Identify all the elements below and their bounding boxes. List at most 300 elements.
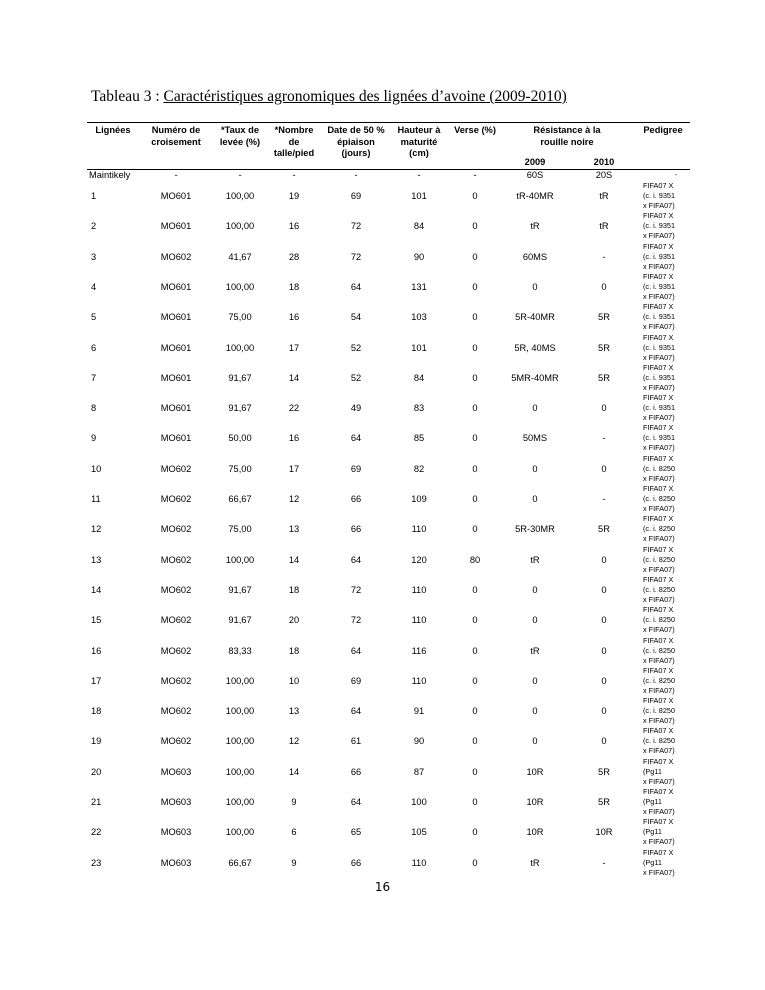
row-pedigree-line: FIFA07 X — [643, 756, 674, 766]
row-haut: 116 — [411, 645, 427, 656]
row-haut: 83 — [413, 403, 425, 414]
row-lignee: 21 — [91, 797, 102, 807]
row-epi: 72 — [350, 251, 362, 262]
row-epi: 72 — [350, 615, 362, 626]
row-verse: 0 — [472, 463, 478, 474]
row-taux: 75,00 — [228, 312, 252, 323]
row-talles: 16 — [288, 221, 300, 232]
row-talles: 17 — [288, 463, 300, 474]
row-pedigree-line: (c. i. 8250 — [643, 645, 676, 655]
row-r2009: tR — [530, 221, 540, 232]
row-verse: 0 — [472, 797, 478, 807]
row-cross: MO601 — [160, 281, 192, 292]
caption-prefix: Tableau 3 : — [91, 88, 164, 105]
row-pedigree-line: (c. i. 8250 — [643, 736, 676, 746]
row-pedigree-line: FIFA07 X — [643, 453, 674, 463]
row-epi: 64 — [350, 706, 362, 717]
row-pedigree-line: (Pg11 — [643, 857, 662, 867]
row-pedigree-line: FIFA07 X — [643, 393, 674, 403]
row-lignee: 4 — [91, 281, 97, 292]
row-verse: 0 — [472, 584, 478, 595]
row-taux: 100,00 — [225, 554, 255, 565]
row-lignee: 6 — [91, 342, 97, 353]
row-epi: 69 — [350, 463, 362, 474]
row-epi: 64 — [350, 797, 362, 807]
row-r2009: 60MS — [522, 251, 548, 262]
row-pedigree-line: x FIFA07) — [643, 776, 675, 786]
row-pedigree-line: (c. i. 9351 — [643, 251, 676, 261]
row-pedigree-line: x FIFA07) — [643, 685, 675, 695]
row-pedigree-line: (c. i. 8250 — [643, 615, 676, 625]
row-pedigree-line: (c. i. 8250 — [643, 675, 676, 685]
row-r2009: 10R — [526, 797, 544, 807]
row-pedigree-line: FIFA07 X — [643, 787, 674, 796]
row-epi: 69 — [350, 191, 362, 201]
row-verse: 0 — [472, 403, 478, 414]
row-taux: 100,00 — [225, 221, 255, 232]
row-cross: MO602 — [160, 615, 192, 626]
header-epiaison: Date de 50 % épiaison (jours) — [327, 125, 385, 158]
row-haut: 85 — [413, 433, 425, 444]
row-r2009: 0 — [532, 494, 538, 504]
row-talles: 14 — [288, 372, 300, 383]
row-lignee: 17 — [91, 675, 102, 686]
row-r2009: 5R-40MR — [515, 312, 555, 323]
row-taux: 75,00 — [228, 463, 252, 474]
row-pedigree-line: (c. i. 9351 — [643, 312, 676, 322]
row-cross: MO602 — [160, 736, 192, 747]
header-hauteur: Hauteur à maturité (cm) — [397, 125, 441, 158]
row-verse: - — [473, 170, 477, 180]
row-r2009: 0 — [532, 615, 538, 626]
row-talles: 12 — [288, 736, 300, 747]
row-r2010: - — [602, 433, 606, 444]
row-taux: 100,00 — [225, 191, 255, 201]
row-lignee: 23 — [91, 857, 102, 868]
row-lignee: 1 — [91, 191, 97, 201]
row-talles: 18 — [288, 281, 300, 292]
row-pedigree-line: x FIFA07) — [643, 201, 675, 210]
row-pedigree-line: x FIFA07) — [643, 352, 675, 362]
row-haut: 84 — [413, 221, 425, 232]
row-pedigree-line: x FIFA07) — [643, 261, 675, 271]
row-r2009: 0 — [532, 281, 538, 292]
row-r2009: tR-40MR — [516, 191, 554, 201]
row-verse: 0 — [472, 251, 478, 262]
row-lignee: 18 — [91, 706, 102, 717]
row-pedigree-line: x FIFA07) — [643, 867, 675, 877]
row-cross: MO603 — [160, 766, 192, 777]
row-pedigree-line: (c. i. 9351 — [643, 221, 676, 231]
row-lignee: 22 — [91, 827, 102, 838]
row-verse: 0 — [472, 191, 478, 201]
row-taux: 91,67 — [228, 403, 252, 414]
row-cross: MO601 — [160, 403, 192, 414]
row-pedigree-line: (c. i. 9351 — [643, 403, 676, 413]
row-r2010: 5R — [598, 766, 610, 777]
row-cross: MO602 — [160, 675, 192, 686]
caption-title: Caractéristiques agronomiques des lignées d’avoine (2009-2010) — [163, 88, 567, 105]
row-haut: 109 — [411, 494, 427, 504]
row-haut: - — [417, 170, 421, 180]
row-verse: 0 — [472, 221, 478, 232]
row-verse: 0 — [472, 342, 478, 353]
row-talles: 18 — [288, 584, 300, 595]
row-r2009: 10R — [526, 827, 544, 838]
row-taux: 100,00 — [225, 706, 255, 717]
row-r2009: tR — [530, 554, 540, 565]
row-haut: 100 — [411, 797, 427, 807]
row-r2010: 10R — [595, 827, 613, 838]
row-pedigree-line: FIFA07 X — [643, 211, 674, 221]
row-lignee: 16 — [91, 645, 102, 656]
row-taux: - — [238, 170, 242, 180]
row-haut: 103 — [411, 312, 427, 323]
row-lignee: 2 — [91, 221, 97, 232]
row-verse: 0 — [472, 494, 478, 504]
row-taux: 100,00 — [225, 766, 255, 777]
row-cross: MO601 — [160, 372, 192, 383]
row-lignee: 7 — [91, 372, 97, 383]
row-verse: 0 — [472, 281, 478, 292]
row-taux: 91,67 — [228, 584, 252, 595]
row-cross: MO601 — [160, 191, 192, 201]
row-pedigree-line: FIFA07 X — [643, 696, 674, 706]
row-pedigree-line: (c. i. 8250 — [643, 584, 676, 594]
row-pedigree-line: FIFA07 X — [643, 817, 674, 827]
row-epi: 72 — [350, 221, 362, 232]
header-talles: *Nombre de talle/pied — [273, 125, 315, 158]
row-r2009: 0 — [532, 736, 538, 747]
row-cross: MO602 — [160, 463, 192, 474]
row-lignee: 14 — [91, 584, 102, 595]
row-verse: 0 — [472, 645, 478, 656]
row-haut: 110 — [411, 615, 427, 626]
row-pedigree-line: (c. i. 8250 — [643, 706, 676, 716]
row-epi: 52 — [350, 372, 362, 383]
row-r2010: 0 — [601, 645, 607, 656]
row-haut: 110 — [411, 675, 427, 686]
row-taux: 91,67 — [228, 615, 252, 626]
row-pedigree-line: x FIFA07) — [643, 625, 675, 635]
row-talles: 6 — [291, 827, 297, 838]
table-caption — [91, 88, 567, 106]
row-pedigree-line: x FIFA07) — [643, 382, 675, 392]
row-haut: 120 — [411, 554, 427, 565]
row-pedigree-line: (c. i. 8250 — [643, 494, 676, 503]
row-r2009: 0 — [532, 706, 538, 717]
row-verse: 80 — [469, 554, 481, 565]
row-r2010: 0 — [601, 736, 607, 747]
row-haut: 90 — [413, 251, 425, 262]
row-cross: MO603 — [160, 827, 192, 838]
row-lignee: 11 — [91, 494, 101, 504]
row-pedigree-line: FIFA07 X — [643, 665, 674, 675]
row-r2010: 0 — [601, 554, 607, 565]
row-verse: 0 — [472, 524, 478, 535]
header-lignees: Lignées — [95, 125, 131, 135]
row-pedigree-line: (Pg11 — [643, 766, 662, 776]
row-pedigree-line: FIFA07 X — [643, 332, 674, 342]
row-cross: MO602 — [160, 554, 192, 565]
table-top-rule — [87, 122, 690, 123]
row-talles: 19 — [288, 191, 300, 201]
row-haut: 110 — [411, 857, 427, 868]
row-lignee: 12 — [91, 524, 102, 535]
row-cross: MO602 — [160, 584, 192, 595]
row-lignee: 20 — [91, 766, 102, 777]
row-pedigree-line: x FIFA07) — [643, 291, 675, 301]
row-verse: 0 — [472, 312, 478, 323]
row-pedigree-line: FIFA07 X — [643, 605, 674, 615]
row-r2010: 0 — [601, 706, 607, 717]
row-pedigree-line: FIFA07 X — [643, 635, 674, 645]
row-pedigree-line: FIFA07 X — [643, 484, 674, 493]
row-cross: MO602 — [160, 524, 192, 535]
row-pedigree-line: x FIFA07) — [643, 473, 675, 483]
row-taux: 66,67 — [228, 857, 252, 868]
row-epi: 66 — [350, 524, 362, 535]
row-pedigree-line: (c. i. 9351 — [643, 372, 676, 382]
row-haut: 110 — [411, 524, 427, 535]
header-year-2010: 2010 — [593, 157, 615, 167]
row-cross: MO601 — [160, 433, 192, 444]
row-cross: MO601 — [160, 342, 192, 353]
row-haut: 105 — [411, 827, 427, 838]
row-epi: 72 — [350, 584, 362, 595]
row-taux: 100,00 — [225, 281, 255, 292]
row-taux: 50,00 — [228, 433, 252, 444]
row-r2009: 0 — [532, 584, 538, 595]
row-pedigree-line: FIFA07 X — [643, 302, 674, 312]
row-cross: MO603 — [160, 797, 192, 807]
row-r2010: 5R — [598, 312, 610, 323]
row-r2010: tR — [599, 221, 609, 232]
row-epi: 64 — [350, 554, 362, 565]
row-r2010: 0 — [601, 584, 607, 595]
row-r2009: 0 — [532, 675, 538, 686]
row-talles: 14 — [288, 554, 300, 565]
row-lignee: 3 — [91, 251, 97, 262]
row-pedigree-line: FIFA07 X — [643, 514, 674, 524]
row-talles: 13 — [288, 524, 300, 535]
row-haut: 87 — [413, 766, 425, 777]
row-pedigree-line: x FIFA07) — [643, 443, 675, 453]
row-haut: 90 — [413, 736, 425, 747]
row-talles: 12 — [288, 494, 300, 504]
row-epi: - — [354, 170, 358, 180]
row-epi: 64 — [350, 281, 362, 292]
page-number: 16 — [374, 880, 391, 894]
row-talles: 16 — [288, 433, 300, 444]
header-taux: *Taux de levée (%) — [219, 125, 261, 147]
row-taux: 83,33 — [228, 645, 252, 656]
row-r2010: tR — [599, 191, 609, 201]
row-pedigree-line: x FIFA07) — [643, 746, 675, 756]
row-cross: MO601 — [160, 221, 192, 232]
row-lignee: 19 — [91, 736, 102, 747]
row-cross: MO602 — [160, 251, 192, 262]
row-pedigree-line: x FIFA07) — [643, 594, 675, 604]
row-verse: 0 — [472, 857, 478, 868]
row-talles: 14 — [288, 766, 300, 777]
row-taux: 41,67 — [228, 251, 252, 262]
header-pedigree: Pedigree — [643, 125, 683, 135]
row-r2009: 5R, 40MS — [514, 342, 556, 353]
row-r2010: - — [602, 857, 606, 868]
row-pedigree-line: FIFA07 X — [643, 574, 674, 584]
row-r2010: 0 — [601, 675, 607, 686]
row-r2009: tR — [530, 645, 540, 656]
row-pedigree-line: x FIFA07) — [643, 655, 675, 665]
row-pedigree-line: (c. i. 9351 — [643, 191, 676, 200]
row-r2010: 5R — [598, 372, 610, 383]
row-pedigree-line: x FIFA07) — [643, 837, 675, 847]
header-croisement: Numéro de croisement — [151, 125, 201, 147]
row-lignee: Maintikely — [89, 170, 131, 180]
row-epi: 61 — [350, 736, 362, 747]
row-verse: 0 — [472, 736, 478, 747]
row-r2010: 5R — [598, 342, 610, 353]
row-r2009: 60S — [526, 170, 544, 180]
row-cross: MO602 — [160, 494, 192, 504]
row-pedigree-line: (Pg11 — [643, 827, 662, 837]
row-pedigree-line: (c. i. 8250 — [643, 524, 676, 534]
row-r2010: 0 — [601, 463, 607, 474]
row-verse: 0 — [472, 433, 478, 444]
row-r2010: 5R — [598, 797, 610, 807]
row-taux: 100,00 — [225, 736, 255, 747]
row-epi: 66 — [350, 494, 362, 504]
row-talles: 28 — [288, 251, 300, 262]
row-r2009: 50MS — [522, 433, 548, 444]
row-epi: 52 — [350, 342, 362, 353]
row-epi: 66 — [350, 766, 362, 777]
row-taux: 100,00 — [225, 342, 255, 353]
row-lignee: 13 — [91, 554, 102, 565]
row-r2010: 0 — [601, 281, 607, 292]
row-cross: MO602 — [160, 645, 192, 656]
row-r2010: - — [602, 494, 606, 504]
row-taux: 91,67 — [228, 372, 252, 383]
row-r2009: 0 — [532, 403, 538, 414]
row-haut: 101 — [411, 191, 427, 201]
row-epi: 64 — [350, 433, 362, 444]
row-r2010: 5R — [598, 524, 610, 535]
row-pedigree-line: x FIFA07) — [643, 322, 675, 332]
row-haut: 110 — [411, 584, 427, 595]
row-r2009: 5MR-40MR — [511, 372, 559, 383]
row-r2010: 0 — [601, 403, 607, 414]
row-haut: 84 — [413, 372, 425, 383]
row-cross: MO603 — [160, 857, 192, 868]
row-verse: 0 — [472, 766, 478, 777]
row-pedigree-line: x FIFA07) — [643, 504, 675, 513]
row-talles: - — [292, 170, 296, 180]
row-verse: 0 — [472, 706, 478, 717]
row-talles: 16 — [288, 312, 300, 323]
row-verse: 0 — [472, 372, 478, 383]
row-pedigree-line: (c. i. 9351 — [643, 281, 676, 291]
row-haut: 101 — [411, 342, 427, 353]
row-lignee: 8 — [91, 403, 97, 414]
row-r2009: tR — [530, 857, 540, 868]
row-talles: 22 — [288, 403, 300, 414]
row-pedigree-line: - — [675, 170, 678, 179]
row-epi: 65 — [350, 827, 362, 838]
row-cross: - — [174, 170, 178, 180]
row-pedigree-line: (c. i. 9351 — [643, 433, 676, 443]
row-r2009: 10R — [526, 766, 544, 777]
row-epi: 69 — [350, 675, 362, 686]
row-cross: MO602 — [160, 706, 192, 717]
row-pedigree-line: (Pg11 — [643, 797, 662, 806]
row-verse: 0 — [472, 827, 478, 838]
row-lignee: 15 — [91, 615, 102, 626]
row-talles: 20 — [288, 615, 300, 626]
row-taux: 75,00 — [228, 524, 252, 535]
header-verse: Verse (%) — [454, 125, 496, 135]
row-r2010: 0 — [601, 615, 607, 626]
row-pedigree-line: FIFA07 X — [643, 544, 674, 554]
row-haut: 82 — [413, 463, 425, 474]
header-year-2009: 2009 — [524, 157, 546, 167]
row-pedigree-line: x FIFA07) — [643, 564, 675, 574]
row-haut: 131 — [411, 281, 427, 292]
row-pedigree-line: FIFA07 X — [643, 241, 674, 251]
row-epi: 66 — [350, 857, 362, 868]
row-lignee: 10 — [91, 463, 102, 474]
row-pedigree-line: x FIFA07) — [643, 807, 675, 816]
row-pedigree-line: x FIFA07) — [643, 413, 675, 423]
row-r2009: 5R-30MR — [515, 524, 555, 535]
row-talles: 13 — [288, 706, 300, 717]
row-taux: 100,00 — [225, 675, 255, 686]
row-r2010: 20S — [595, 170, 613, 180]
row-pedigree-line: x FIFA07) — [643, 534, 675, 544]
row-talles: 17 — [288, 342, 300, 353]
row-taux: 100,00 — [225, 827, 255, 838]
row-taux: 100,00 — [225, 797, 255, 807]
row-talles: 9 — [291, 797, 297, 807]
row-talles: 9 — [291, 857, 297, 868]
row-taux: 66,67 — [228, 494, 252, 504]
row-pedigree-line: x FIFA07) — [643, 716, 675, 726]
row-pedigree-line: (c. i. 8250 — [643, 463, 676, 473]
row-pedigree-line: x FIFA07) — [643, 231, 675, 241]
row-r2009: 0 — [532, 463, 538, 474]
row-verse: 0 — [472, 615, 478, 626]
row-pedigree-line: FIFA07 X — [643, 271, 674, 281]
row-pedigree-line: FIFA07 X — [643, 847, 674, 857]
row-haut: 91 — [413, 706, 425, 717]
row-epi: 64 — [350, 645, 362, 656]
row-pedigree-line: FIFA07 X — [643, 181, 674, 190]
row-talles: 18 — [288, 645, 300, 656]
header-resistance: Résistance à la rouille noire — [533, 125, 601, 147]
row-pedigree-line: FIFA07 X — [643, 423, 674, 433]
row-lignee: 5 — [91, 312, 97, 323]
row-verse: 0 — [472, 675, 478, 686]
row-lignee: 9 — [91, 433, 97, 444]
row-cross: MO601 — [160, 312, 192, 323]
row-pedigree-line: FIFA07 X — [643, 362, 674, 372]
row-pedigree-line: (c. i. 8250 — [643, 554, 676, 564]
row-pedigree-line: (c. i. 9351 — [643, 342, 676, 352]
row-epi: 54 — [350, 312, 362, 323]
row-r2010: - — [602, 251, 606, 262]
row-epi: 49 — [350, 403, 362, 414]
